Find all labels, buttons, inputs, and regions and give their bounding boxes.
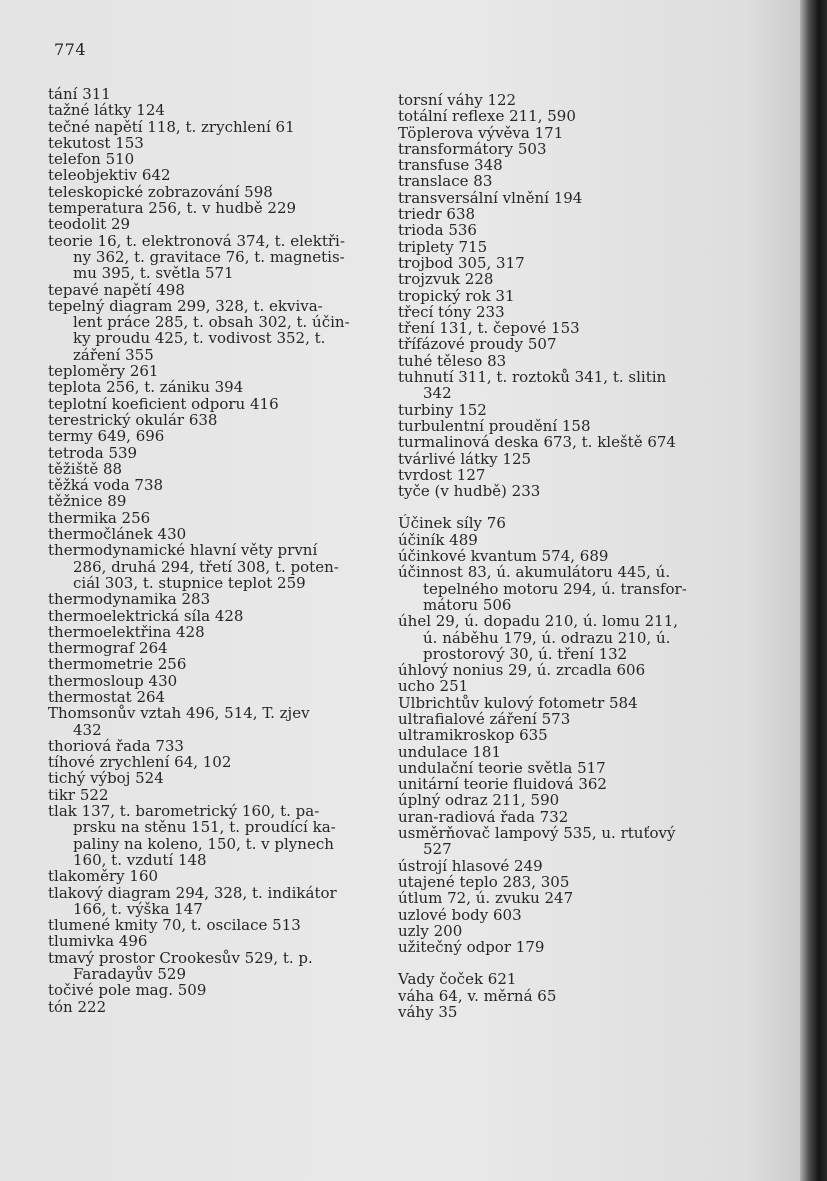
- index-entry-line: thermometrie 256: [48, 655, 187, 674]
- index-entry: [48, 363, 378, 379]
- index-entry: [398, 108, 726, 124]
- index-entry: [398, 369, 726, 402]
- index-entry: [398, 792, 726, 808]
- index-entry-line: Faradayův 529: [73, 965, 186, 984]
- index-entry-line: Ulbrichtův kulový fotometr 584: [398, 693, 638, 712]
- index-entry-line: thermočlánek 430: [48, 525, 187, 544]
- index-entry: [398, 190, 726, 206]
- index-entry: [398, 483, 726, 499]
- index-entry: [398, 304, 726, 320]
- index-entry: [48, 787, 378, 803]
- index-entry: [48, 950, 378, 983]
- index-entry: [398, 711, 726, 727]
- index-entry-line: Töplerova vývěva 171: [398, 123, 564, 142]
- index-entry: [48, 477, 378, 493]
- index-entry: [48, 102, 378, 118]
- index-entry-line: 286, druhá 294, třetí 308, t. poten-: [73, 557, 339, 576]
- index-entry-line: tlumené kmity 70, t. oscilace 513: [48, 916, 301, 935]
- index-entry: [48, 885, 378, 918]
- index-entry-line: thermostat 264: [48, 687, 166, 706]
- index-entry-line: tlumivka 496: [48, 932, 148, 951]
- index-entry: [48, 200, 378, 216]
- index-entry: [398, 971, 726, 987]
- index-entry: [48, 608, 378, 624]
- index-entry-line: undulační teorie světla 517: [398, 758, 606, 777]
- index-entry-line: váha 64, v. měrná 65: [398, 986, 557, 1005]
- index-entry-line: třífázové proudy 507: [398, 335, 557, 354]
- index-entry: [398, 874, 726, 890]
- index-entry: [48, 428, 378, 444]
- index-entry-line: thermodynamické hlavní věty první: [48, 541, 318, 560]
- index-entry: [48, 868, 378, 884]
- index-entry-line: lent práce 285, t. obsah 302, t. účin-: [73, 313, 350, 332]
- index-entry: [398, 288, 726, 304]
- index-entry: [398, 467, 726, 483]
- index-entry: [398, 923, 726, 939]
- index-entry-line: tání 311: [48, 85, 111, 103]
- index-entry-line: prsku na stěnu 151, t. proudící ka-: [73, 818, 336, 837]
- index-entry-line: telefon 510: [48, 150, 135, 169]
- index-entry: [48, 510, 378, 526]
- index-entry: [398, 564, 726, 613]
- index-entry-line: úhlový nonius 29, ú. zrcadla 606: [398, 661, 646, 680]
- index-entry: [48, 917, 378, 933]
- index-entry-line: teodolit 29: [48, 215, 131, 234]
- index-entry-line: třecí tóny 233: [398, 302, 505, 321]
- index-entry: [48, 167, 378, 183]
- index-entry-line: thermodynamika 283: [48, 590, 211, 609]
- index-entry: [48, 999, 378, 1015]
- index-entry: [398, 760, 726, 776]
- index-entry: [398, 695, 726, 711]
- index-entry-line: užitečný odpor 179: [398, 938, 545, 957]
- index-entry: [48, 705, 378, 738]
- index-entry-line: thermograf 264: [48, 639, 168, 658]
- index-entry-line: triplety 715: [398, 237, 488, 256]
- index-entry: [398, 418, 726, 434]
- index-entry: [398, 548, 726, 564]
- index-entry: [398, 613, 726, 662]
- index-entry-line: účiník 489: [398, 530, 478, 549]
- index-entry-line: utajené teplo 283, 305: [398, 872, 570, 891]
- index-entry-line: thermika 256: [48, 508, 151, 527]
- index-column-right: [398, 92, 726, 1020]
- index-entry-line: transfuse 348: [398, 156, 503, 175]
- index-entry-line: těžiště 88: [48, 459, 123, 478]
- index-entry-line: točivé pole mag. 509: [48, 981, 207, 1000]
- index-entry-line: tečné napětí 118, t. zrychlení 61: [48, 117, 295, 136]
- index-entry-line: úplný odraz 211, 590: [398, 791, 560, 810]
- index-entry-line: tikr 522: [48, 785, 109, 804]
- index-entry: [398, 744, 726, 760]
- index-entry-line: prostorový 30, ú. tření 132: [423, 644, 628, 663]
- index-entry: [398, 141, 726, 157]
- index-entry: [48, 216, 378, 232]
- index-entry: [398, 173, 726, 189]
- index-entry-line: tepelný diagram 299, 328, t. ekviva-: [48, 296, 323, 315]
- index-entry-line: tvrdost 127: [398, 465, 486, 484]
- index-entry-line: úhel 29, ú. dopadu 210, ú. lomu 211,: [398, 612, 679, 631]
- index-entry-line: transformátory 503: [398, 139, 547, 158]
- index-entry: [48, 445, 378, 461]
- index-entry-line: ucho 251: [398, 677, 469, 696]
- index-entry: [48, 86, 378, 102]
- index-entry-line: tlak 137, t. barometrický 160, t. pa-: [48, 802, 320, 821]
- index-entry: [398, 92, 726, 108]
- index-entry: [48, 591, 378, 607]
- index-entry-line: těžnice 89: [48, 492, 127, 511]
- index-entry-line: tón 222: [48, 997, 107, 1016]
- index-entry: [48, 461, 378, 477]
- index-entry-line: uran-radiová řada 732: [398, 807, 569, 826]
- index-entry-line: thermosloup 430: [48, 671, 178, 690]
- index-entry: [398, 809, 726, 825]
- index-entry-line: tropický rok 31: [398, 286, 515, 305]
- index-entry: [48, 754, 378, 770]
- index-entry: [398, 157, 726, 173]
- index-entry: [48, 770, 378, 786]
- index-entry: [398, 125, 726, 141]
- book-spine-shadow: [800, 0, 827, 1181]
- index-entry: [48, 135, 378, 151]
- index-entry: [48, 184, 378, 200]
- index-entry-line: temperatura 256, t. v hudbě 229: [48, 199, 297, 218]
- index-entry: [48, 493, 378, 509]
- index-entry: [398, 222, 726, 238]
- index-entry-line: trojzvuk 228: [398, 270, 494, 289]
- index-entry-line: tepelného motoru 294, ú. transfor-: [423, 579, 687, 598]
- index-entry: [398, 515, 726, 531]
- index-entry-line: translace 83: [398, 172, 493, 191]
- index-entry: [398, 336, 726, 352]
- index-entry: [48, 673, 378, 689]
- index-entry-line: uzly 200: [398, 921, 463, 940]
- index-entry-line: účinnost 83, ú. akumulátoru 445, ú.: [398, 563, 671, 582]
- index-entry: [398, 1004, 726, 1020]
- index-entry-line: Účinek síly 76: [398, 514, 506, 533]
- index-entry: [398, 662, 726, 678]
- index-entry: [398, 532, 726, 548]
- index-entry-line: tuhé těleso 83: [398, 351, 507, 370]
- index-entry-line: 160, t. vzdutí 148: [73, 850, 207, 869]
- index-entry: [48, 982, 378, 998]
- index-entry-line: usměrňovač lampový 535, u. rtuťový: [398, 824, 676, 843]
- index-entry: [48, 119, 378, 135]
- index-entry-line: ky proudu 425, t. vodivost 352, t.: [73, 329, 326, 348]
- index-entry-line: 166, t. výška 147: [73, 899, 203, 918]
- index-entry-line: těžká voda 738: [48, 476, 164, 495]
- index-entry-line: 527: [423, 840, 452, 859]
- index-entry: [398, 907, 726, 923]
- index-entry-line: tlakový diagram 294, 328, t. indikátor: [48, 883, 337, 902]
- index-entry-line: útlum 72, ú. zvuku 247: [398, 889, 574, 908]
- index-entry-line: váhy 35: [398, 1003, 458, 1022]
- index-entry-line: tažné látky 124: [48, 101, 165, 120]
- index-entry: [398, 451, 726, 467]
- index-entry-line: ultramikroskop 635: [398, 726, 548, 745]
- index-entry: [48, 738, 378, 754]
- index-entry: [48, 803, 378, 868]
- index-entry-line: tichý výboj 524: [48, 769, 164, 788]
- index-entry-line: tepavé napětí 498: [48, 280, 185, 299]
- index-entry: [398, 402, 726, 418]
- index-entry-line: záření 355: [73, 345, 154, 364]
- index-entry: [398, 939, 726, 955]
- index-entry-line: teorie 16, t. elektronová 374, t. elektři-: [48, 231, 345, 250]
- index-entry-line: totální reflexe 211, 590: [398, 107, 576, 126]
- index-entry: [48, 526, 378, 542]
- index-entry: [398, 825, 726, 858]
- index-entry-line: teleobjektiv 642: [48, 166, 171, 185]
- index-entry: [48, 233, 378, 282]
- index-entry: [48, 282, 378, 298]
- index-entry-line: teleskopické zobrazování 598: [48, 182, 273, 201]
- index-entry: [398, 858, 726, 874]
- index-entry-line: ústrojí hlasové 249: [398, 856, 543, 875]
- index-entry-line: turbiny 152: [398, 400, 487, 419]
- index-entry: [48, 933, 378, 949]
- index-entry-line: mátoru 506: [423, 595, 512, 614]
- index-entry: [48, 542, 378, 591]
- index-entry-line: tetroda 539: [48, 443, 138, 462]
- index-entry: [398, 239, 726, 255]
- index-entry-line: ú. náběhu 179, ú. odrazu 210, ú.: [423, 628, 671, 647]
- index-entry-line: ny 362, t. gravitace 76, t. magnetis-: [73, 247, 345, 266]
- section-gap: [398, 955, 726, 971]
- index-entry-line: tekutost 153: [48, 133, 144, 152]
- index-column-left: [48, 86, 378, 1015]
- index-entry-line: tření 131, t. čepové 153: [398, 319, 580, 338]
- index-entry: [48, 624, 378, 640]
- index-entry: [48, 298, 378, 363]
- index-entry: [398, 271, 726, 287]
- index-entry-line: paliny na koleno, 150, t. v plynech: [73, 834, 334, 853]
- index-entry-line: tmavý prostor Crookesův 529, t. p.: [48, 948, 313, 967]
- index-entry-line: Thomsonův vztah 496, 514, T. zjev: [48, 704, 310, 723]
- index-entry-line: thermoelektřina 428: [48, 622, 205, 641]
- index-entry-line: triedr 638: [398, 205, 476, 224]
- index-entry: [48, 689, 378, 705]
- index-entry-line: tyče (v hudbě) 233: [398, 482, 541, 501]
- index-entry: [398, 678, 726, 694]
- index-entry: [398, 890, 726, 906]
- index-entry-line: 432: [73, 720, 102, 739]
- index-entry-line: trioda 536: [398, 221, 477, 240]
- index-entry-line: tlakoměry 160: [48, 867, 159, 886]
- index-entry: [398, 727, 726, 743]
- index-entry-line: ciál 303, t. stupnice teplot 259: [73, 573, 306, 592]
- index-entry: [398, 988, 726, 1004]
- index-entry: [48, 396, 378, 412]
- index-entry-line: teplota 256, t. zániku 394: [48, 378, 244, 397]
- index-entry: [398, 776, 726, 792]
- index-entry-line: ultrafialové záření 573: [398, 709, 571, 728]
- index-entry-line: thermoelektrická síla 428: [48, 606, 244, 625]
- index-entry-line: tuhnutí 311, t. roztoků 341, t. slitin: [398, 368, 667, 387]
- index-entry-line: tíhové zrychlení 64, 102: [48, 753, 232, 772]
- index-entry: [398, 434, 726, 450]
- index-entry-line: turmalinová deska 673, t. kleště 674: [398, 433, 676, 452]
- index-entry-line: undulace 181: [398, 742, 502, 761]
- index-entry: [398, 353, 726, 369]
- index-entry-line: mu 395, t. světla 571: [73, 264, 234, 283]
- index-entry: [48, 656, 378, 672]
- index-entry-line: teplotní koeficient odporu 416: [48, 394, 279, 413]
- index-entry-line: thoriová řada 733: [48, 736, 184, 755]
- index-entry-line: torsní váhy 122: [398, 91, 517, 109]
- index-entry-line: termy 649, 696: [48, 427, 165, 446]
- index-entry: [48, 412, 378, 428]
- section-gap: [398, 499, 726, 515]
- index-entry: [48, 640, 378, 656]
- index-entry: [398, 255, 726, 271]
- index-entry-line: uzlové body 603: [398, 905, 522, 924]
- page-number: 774: [54, 40, 87, 59]
- index-entry-line: 342: [423, 384, 452, 403]
- index-entry-line: turbulentní proudění 158: [398, 416, 591, 435]
- index-entry-line: terestrický okulár 638: [48, 410, 218, 429]
- index-entry-line: trojbod 305, 317: [398, 253, 525, 272]
- index-entry-line: tvárlivé látky 125: [398, 449, 532, 468]
- index-entry-line: unitární teorie fluidová 362: [398, 775, 607, 794]
- index-entry-line: Vady čoček 621: [398, 970, 517, 989]
- index-entry-line: účinkové kvantum 574, 689: [398, 547, 609, 566]
- index-entry: [398, 320, 726, 336]
- index-entry: [48, 379, 378, 395]
- index-entry-line: teploměry 261: [48, 362, 159, 381]
- index-entry-line: transversální vlnění 194: [398, 188, 583, 207]
- index-entry: [398, 206, 726, 222]
- index-entry: [48, 151, 378, 167]
